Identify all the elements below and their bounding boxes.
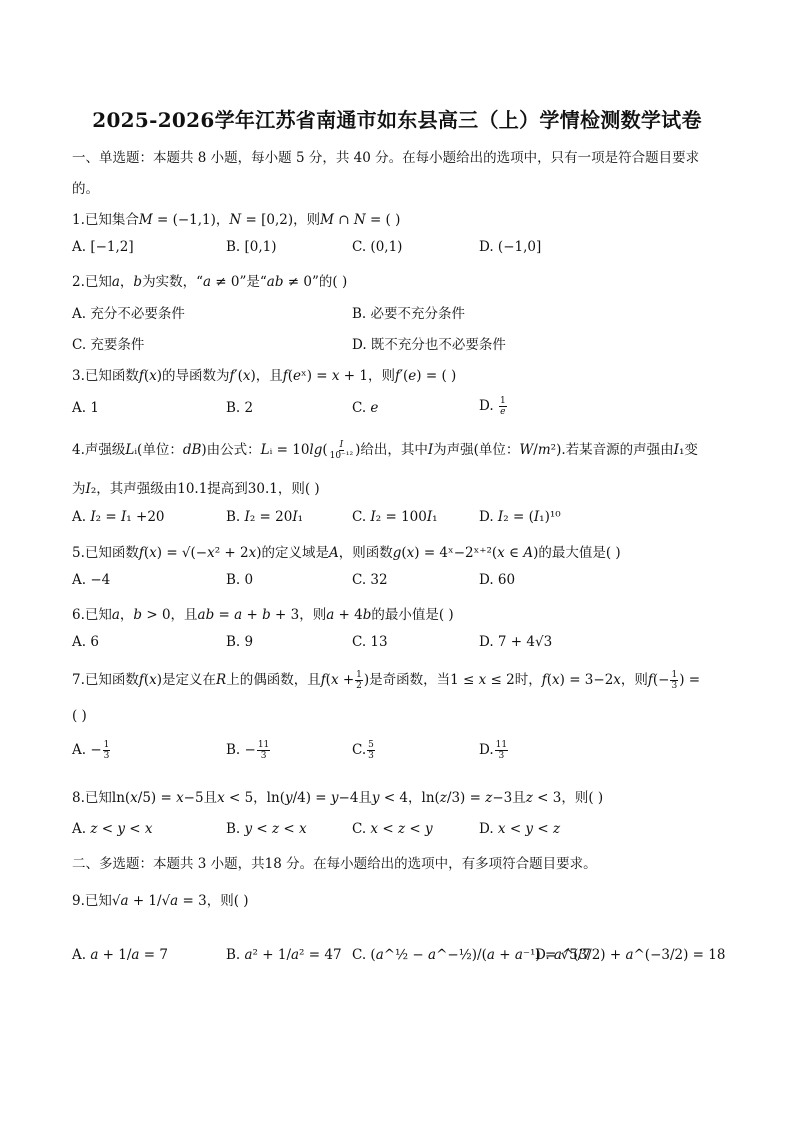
stem-part-2: )是奇函数，当1 ≤ 𝑥 ≤ 2时，𝑓(𝑥) = 3−2𝑥，则𝑓(−: [363, 672, 670, 688]
option-prefix: A. −: [72, 742, 102, 758]
fraction-denominator: 2: [356, 681, 362, 691]
fraction-numerator: 11: [257, 740, 270, 750]
question-8-option-b: B. 𝑦 < 𝑧 < 𝑥: [226, 821, 307, 837]
question-5-stem: 5.已知函数𝑓(𝑥) = √(−𝑥² + 2𝑥)的定义域是𝐴，则函数𝑔(𝑥) = 4ˣ−2ˣ⁺²(𝑥 ∈ 𝐴)的最大值是( ): [72, 545, 621, 561]
question-9-option-b: B. 𝑎² + 1/𝑎² = 47: [226, 947, 342, 963]
stem-part-2: )给出，其中𝐼为声强(单位：𝑊/𝑚²).若某音源的声强由𝐼₁变: [355, 442, 698, 458]
question-8-option-d: D. 𝑥 < 𝑦 < 𝑧: [479, 821, 561, 837]
question-6-option-a: A. 6: [72, 634, 99, 650]
fraction-numerator: 1: [103, 740, 110, 750]
question-6-stem: 6.已知𝑎，𝑏 > 0，且𝑎𝑏 = 𝑎 + 𝑏 + 3，则𝑎 + 4𝑏的最小值是( ): [72, 607, 454, 623]
stem-part-1: 7.已知函数𝑓(𝑥)是定义在𝑅上的偶函数，且𝑓(𝑥 +: [72, 672, 355, 688]
fraction: [499, 396, 507, 417]
question-3-option-b: B. 2: [226, 400, 254, 416]
fraction-numerator: 1: [499, 396, 506, 406]
question-4-option-c: C. 𝐼₂ = 100𝐼₁: [352, 509, 438, 525]
fraction-denominator: 3: [498, 751, 505, 761]
question-1-option-c: C. (0,1): [352, 239, 403, 255]
question-4-stem: [72, 438, 698, 461]
section-1-heading-cont: 的。: [72, 181, 99, 197]
fraction-denominator: 3: [103, 751, 110, 761]
question-6-option-d: D. 7 + 4√3: [479, 634, 553, 650]
fraction-denominator: 3: [368, 751, 374, 761]
fraction: [103, 740, 111, 761]
option-prefix: D.: [479, 742, 494, 758]
question-8-option-c: C. 𝑥 < 𝑧 < 𝑦: [352, 821, 433, 837]
question-1-stem: 1.已知集合𝑀 = (−1,1)，𝑁 = [0,2)，则𝑀 ∩ 𝑁 = ( ): [72, 212, 401, 228]
question-1-option-d: D. (−1,0]: [479, 239, 542, 255]
question-5-option-c: C. 32: [352, 572, 388, 588]
question-7-option-d: [479, 740, 509, 761]
question-2-option-a: A. 充分不必要条件: [72, 306, 185, 322]
question-1-option-b: B. [0,1): [226, 239, 277, 255]
section-2-heading: 二、多选题：本题共 3 小题，共18 分。在每小题给出的选项中，有多项符合题目要求。: [72, 856, 597, 872]
question-9-stem: 9.已知√𝑎 + 1/√𝑎 = 3，则( ): [72, 893, 249, 909]
question-2-option-c: C. 充要条件: [72, 337, 145, 353]
question-7-option-a: [72, 740, 111, 761]
question-9-option-a: A. 𝑎 + 1/𝑎 = 7: [72, 947, 168, 963]
question-9-option-d: D. 𝑎^(3/2) + 𝑎^(−3/2) = 18: [535, 947, 726, 963]
fraction-numerator: 1: [671, 670, 678, 680]
fraction-numerator: 𝐼: [339, 440, 344, 450]
question-2-option-b: B. 必要不充分条件: [352, 306, 466, 322]
option-prefix: C.: [352, 742, 367, 758]
fraction-denominator: 10⁻¹²: [329, 451, 354, 461]
question-8-option-a: A. 𝑧 < 𝑦 < 𝑥: [72, 821, 153, 837]
question-5-option-a: A. −4: [72, 572, 111, 588]
fraction: [329, 440, 354, 461]
option-prefix: B. −: [226, 742, 256, 758]
question-4-stem-cont: 为𝐼₂，其声强级由10.1提高到30.1，则( ): [72, 481, 320, 497]
fraction: [670, 670, 678, 691]
question-4-option-a: A. 𝐼₂ = 𝐼₁ +20: [72, 509, 165, 525]
fraction-numerator: 5: [368, 740, 374, 750]
question-2-option-d: D. 既不充分也不必要条件: [352, 337, 506, 353]
question-2-stem: 2.已知𝑎，𝑏为实数，“𝑎 ≠ 0”是“𝑎𝑏 ≠ 0”的( ): [72, 274, 348, 290]
question-6-option-c: C. 13: [352, 634, 388, 650]
fraction-denominator: 3: [671, 681, 678, 691]
fraction-numerator: 1: [356, 670, 362, 680]
question-3-option-c: C. 𝑒: [352, 400, 379, 416]
question-7-option-b: [226, 740, 271, 761]
question-1-option-a: A. [−1,2]: [72, 239, 134, 255]
fraction-denominator: 3: [260, 751, 267, 761]
section-1-heading: 一、单选题：本题共 8 小题，每小题 5 分，共 40 分。在每小题给出的选项中，只有一项是符合题目要求: [72, 150, 700, 166]
question-3-option-a: A. 1: [72, 400, 99, 416]
question-4-option-d: D. 𝐼₂ = (𝐼₁)¹⁰: [479, 509, 561, 525]
question-7-stem: [72, 668, 700, 691]
stem-part-3: ) =: [679, 672, 701, 688]
fraction-denominator: 𝑒: [500, 407, 506, 417]
question-4-option-b: B. 𝐼₂ = 20𝐼₁: [226, 509, 304, 525]
question-3-option-d: [479, 396, 508, 417]
fraction: [495, 740, 508, 761]
exam-title: 2025-2026学年江苏省南通市如东县高三（上）学情检测数学试卷: [92, 108, 702, 132]
fraction-numerator: 11: [495, 740, 508, 750]
stem-part-1: 4.声强级𝐿ᵢ(单位：𝑑𝐵)由公式：𝐿ᵢ = 10𝑙𝑔(: [72, 442, 328, 458]
fraction: [355, 670, 363, 691]
fraction: [257, 740, 270, 761]
question-3-stem: 3.已知函数𝑓(𝑥)的导函数为𝑓′(𝑥)，且𝑓(𝑒ˣ) = 𝑥 + 1，则𝑓′(𝑒) = ( ): [72, 368, 457, 384]
question-5-option-d: D. 60: [479, 572, 516, 588]
question-5-option-b: B. 0: [226, 572, 254, 588]
question-6-option-b: B. 9: [226, 634, 254, 650]
question-7-option-c: [352, 740, 376, 761]
question-7-stem-cont: ( ): [72, 708, 87, 724]
question-8-stem: 8.已知ln(𝑥/5) = 𝑥−5且𝑥 < 5，ln(𝑦/4) = 𝑦−4且𝑦 < 4，ln(𝑧/3) = 𝑧−3且𝑧 < 3，则( ): [72, 790, 604, 806]
option-prefix: D.: [479, 398, 494, 414]
fraction: [367, 740, 375, 761]
question-9-option-c: C. (𝑎^½ − 𝑎^−½)/(𝑎 + 𝑎⁻¹) = √5/7: [352, 947, 591, 963]
